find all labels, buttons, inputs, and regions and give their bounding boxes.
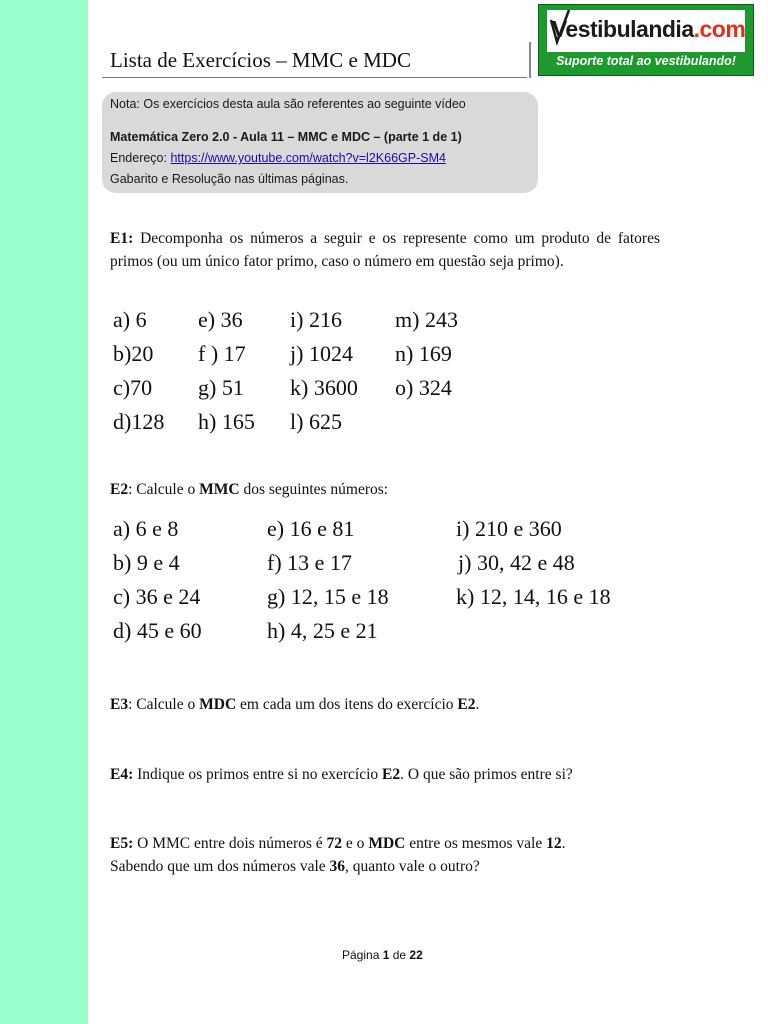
current-page: 1 — [382, 948, 390, 962]
e4-bold: E2 — [382, 766, 401, 783]
header-divider — [102, 77, 527, 78]
video-link[interactable]: https://www.youtube.com/watch?v=l2K66GP-SM4 — [170, 151, 446, 165]
total-pages: 22 — [409, 948, 423, 962]
logo-wordmark — [551, 16, 745, 43]
note-video-title: Matemática Zero 2.0 - Aula 11 – MMC e MDC – (parte 1 de 1) — [110, 130, 462, 144]
e5-label: E5: — [110, 835, 134, 852]
e1-item: n) 169 — [395, 341, 452, 366]
e2-text: : Calcule o — [128, 481, 200, 498]
e5-bold: 12 — [546, 835, 562, 852]
e3-text: : Calcule o — [128, 696, 200, 713]
logo-name-main: Vestibulandia — [551, 16, 694, 42]
e4-label: E4: — [110, 766, 134, 783]
vestibulandia-logo — [538, 4, 754, 76]
e2-item: h) 4, 25 e 21 — [267, 618, 378, 643]
e2-bold: MMC — [199, 481, 240, 498]
e1-item: o) 324 — [395, 375, 452, 400]
e1-item: m) 243 — [395, 307, 458, 332]
e2-statement — [110, 481, 388, 499]
note-intro: Nota: Os exercícios desta aula são referentes ao seguinte vídeo — [110, 97, 466, 111]
e5-text: . — [561, 835, 566, 852]
e3-label: E3 — [110, 696, 129, 713]
e1-item: h) 165 — [198, 409, 255, 434]
e3-statement — [110, 696, 479, 714]
e1-item: c)70 — [113, 375, 153, 400]
e1-item: g) 51 — [198, 375, 244, 400]
logo-tagline: Suporte total ao vestibulando! — [556, 54, 736, 68]
e5-statement-line1 — [110, 835, 565, 853]
e1-item: i) 216 — [290, 307, 342, 332]
e2-item: d) 45 e 60 — [113, 618, 202, 643]
page-label: Página — [342, 948, 383, 962]
e4-text: Indique os primos entre si no exercício — [133, 766, 383, 783]
logo-name-panel — [547, 10, 745, 52]
e2-text: dos seguintes números: — [239, 481, 389, 498]
e5-text: entre os mesmos vale — [405, 835, 547, 852]
logo-name-suffix: .com — [693, 16, 746, 42]
e2-item: g) 12, 15 e 18 — [267, 584, 389, 609]
e2-item: k) 12, 14, 16 e 18 — [456, 584, 611, 609]
e2-item: e) 16 e 81 — [267, 516, 355, 541]
note-address — [110, 151, 446, 165]
e1-label: E1: — [110, 230, 134, 247]
e3-text: . — [475, 696, 480, 713]
note-answers-info: Gabarito e Resolução nas últimas páginas. — [110, 172, 349, 186]
e3-bold: MDC — [199, 696, 237, 713]
e3-bold: E2 — [457, 696, 476, 713]
e4-text: . O que são primos entre si? — [400, 766, 573, 783]
e3-text: em cada um dos itens do exercício — [236, 696, 458, 713]
e2-item: f) 13 e 17 — [267, 550, 352, 575]
e2-item: b) 9 e 4 — [113, 550, 180, 575]
e2-item: a) 6 e 8 — [113, 516, 179, 541]
e5-text: , quanto vale o outro? — [345, 858, 480, 875]
e1-item: k) 3600 — [290, 375, 358, 400]
e2-label: E2 — [110, 481, 129, 498]
page-of: de — [389, 948, 410, 962]
e1-item: f ) 17 — [198, 341, 246, 366]
e4-statement — [110, 766, 573, 784]
e5-bold: 36 — [329, 858, 346, 875]
page-title: Lista de Exercícios – MMC e MDC — [110, 48, 411, 72]
e5-bold: MDC — [368, 835, 406, 852]
e1-statement — [110, 227, 660, 273]
left-margin-band — [0, 0, 88, 1024]
page-number — [342, 948, 423, 962]
e5-statement-line2 — [110, 858, 480, 876]
e1-item: l) 625 — [290, 409, 342, 434]
e1-item: j) 1024 — [290, 341, 353, 366]
e1-item: a) 6 — [113, 307, 147, 332]
e1-item: d)128 — [113, 409, 165, 434]
e2-item: i) 210 e 360 — [456, 516, 562, 541]
e2-item: c) 36 e 24 — [113, 584, 201, 609]
e5-text: e o — [342, 835, 369, 852]
e5-text: Sabendo que um dos números vale — [110, 858, 330, 875]
e5-text: O MMC entre dois números é — [133, 835, 327, 852]
e2-item: j) 30, 42 e 48 — [458, 550, 575, 575]
e1-text: Decomponha os números a seguir e os represente como um produto de fatores primos (ou um único fator primo, caso o número em questão seja primo). — [110, 230, 660, 270]
header-vertical-divider — [529, 42, 531, 78]
e1-item: b)20 — [113, 341, 154, 366]
note-address-label: Endereço: — [110, 151, 171, 165]
e1-item: e) 36 — [198, 307, 243, 332]
e5-bold: 72 — [326, 835, 343, 852]
